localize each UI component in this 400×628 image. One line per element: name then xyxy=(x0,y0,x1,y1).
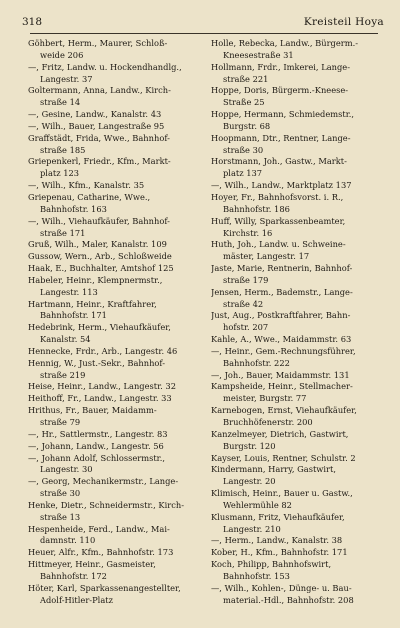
directory-entry-line: mäster, Langestr. 17 xyxy=(223,251,310,262)
directory-entry-line: Kayser, Louis, Rentner, Schulstr. 2 xyxy=(211,452,356,463)
directory-entry-line: —, Wilh., Kohlen-, Dünge- u. Bau- xyxy=(211,582,352,593)
directory-entry-line: Hrithus, Fr., Bauer, Maidamm- xyxy=(28,405,157,416)
directory-entry-line: Just, Aug., Postkraftfahrer, Bahn- xyxy=(211,310,351,321)
directory-entry-line: Höter, Karl, Sparkassenangestellter, xyxy=(28,582,181,593)
directory-entry-line: Langestr. 20 xyxy=(223,476,276,487)
directory-entry-line: Holle, Rebecka, Landw., Bürgerm.- xyxy=(211,38,359,48)
directory-entry-line: Kober, H., Kfm., Bahnhofstr. 171 xyxy=(211,547,348,558)
directory-entry-line: weide 206 xyxy=(40,49,84,60)
directory-entry-line: straße 179 xyxy=(223,274,269,285)
directory-entry-line: Klusmann, Fritz, Viehaufkäufer, xyxy=(211,511,345,522)
directory-entry-line: Gruß, Wilh., Maler, Kanalstr. 109 xyxy=(28,239,167,250)
directory-entry-line: Adolf-Hitler-Platz xyxy=(40,594,113,605)
right-column xyxy=(211,38,393,607)
header-rule xyxy=(30,33,378,34)
directory-entry-line: —, Johann, Landw., Langestr. 56 xyxy=(28,440,164,451)
directory-entry-line: Huth, Joh., Landw. u. Schweine- xyxy=(211,239,346,250)
directory-entry-line: straße 42 xyxy=(223,298,264,309)
directory-entry-line: —, Fritz, Landw. u. Hockendhandlg., xyxy=(28,61,182,72)
directory-entry-line: straße 185 xyxy=(40,144,86,155)
directory-entry-line: Graffstädt, Frida, Wwe., Bahnhof- xyxy=(28,132,170,143)
directory-entry-line: Kneesestraße 31 xyxy=(223,49,294,60)
directory-entry-line: straße 219 xyxy=(40,369,86,380)
directory-entry-line: Bahnhofstr. 153 xyxy=(223,570,290,581)
directory-entry-line: Bahnhofstr. 222 xyxy=(223,357,290,368)
directory-entry-line: Göhbert, Herm., Maurer, Schloß- xyxy=(28,38,168,48)
directory-entry-line: Karnebogen, Ernst, Viehaufkäufer, xyxy=(211,405,357,416)
page-header xyxy=(22,16,384,30)
directory-entry-line: Henke, Dietr., Schneidermstr., Kirch- xyxy=(28,499,185,510)
directory-entry-line: Hartmann, Heinr., Kraftfahrer, xyxy=(28,298,157,309)
directory-entry-line: Heithoff, Fr., Landw., Langestr. 33 xyxy=(28,393,172,404)
directory-entry-line: Gussow, Wern., Arb., Schloßweide xyxy=(28,251,172,262)
directory-entry-line: straße 14 xyxy=(40,97,81,108)
directory-entry-line: —, Wilh., Landw., Marktplatz 137 xyxy=(211,180,352,191)
directory-entry-line: —, Wilh., Bauer, Langestraße 95 xyxy=(28,120,165,131)
directory-entry-line: Kirchstr. 16 xyxy=(223,227,273,238)
directory-entry-line: Bahnhofstr. 163 xyxy=(40,203,107,214)
left-column xyxy=(28,38,210,607)
directory-entry-line: Kanalstr. 54 xyxy=(40,334,91,345)
directory-entry-line: platz 123 xyxy=(40,168,80,179)
directory-entry-line: Koch, Philipp, Bahnhofswirt, xyxy=(211,559,332,570)
directory-entry-line: Kanzelmeyer, Dietrich, Gastwirt, xyxy=(211,428,349,439)
directory-entry-line: —, Johann Adolf, Schlossermstr., xyxy=(28,452,166,463)
directory-entry-line: Hoyer, Fr., Bahnhofsvorst. i. R., xyxy=(211,191,344,202)
directory-entry-line: —, Gesine, Landw., Kanalstr. 43 xyxy=(28,109,162,120)
directory-entry-line: —, Hr., Sattlermstr., Langestr. 83 xyxy=(28,428,168,439)
directory-entry-line: Langestr. 30 xyxy=(40,464,93,475)
directory-entry-line: straße 79 xyxy=(40,417,81,427)
directory-entry-line: —, Wilh., Kfm., Kanalstr. 35 xyxy=(28,180,145,191)
directory-entry-line: —, Joh., Bauer, Maidammstr. 131 xyxy=(211,369,350,380)
directory-entry-line: meister, Burgstr. 77 xyxy=(223,393,307,404)
directory-entry-line: Wehlermühle 82 xyxy=(223,499,292,510)
directory-entry-line: material.-Hdl., Bahnhofstr. 208 xyxy=(223,594,354,605)
directory-entry-line: —, Heinr., Gem.-Rechnungsführer, xyxy=(211,345,356,356)
directory-entry-line: Hoppe, Doris, Bürgerm.-Kneese- xyxy=(211,85,349,96)
directory-entry-line: hofstr. 207 xyxy=(223,322,269,333)
directory-entry-line: Hoppe, Hermann, Schmiedemstr., xyxy=(211,109,355,120)
directory-entry-line: Jensen, Herm., Bademstr., Lange- xyxy=(211,286,353,297)
directory-entry-line: straße 30 xyxy=(223,144,264,155)
directory-entry-line: Hennig, W., Just.-Sekr., Bahnhof- xyxy=(28,357,165,368)
directory-entry-line: Kindermann, Harry, Gastwirt, xyxy=(211,464,336,475)
directory-entry-line: straße 13 xyxy=(40,511,81,522)
directory-entry-line: Haak, E., Buchhalter, Amtshof 125 xyxy=(28,263,174,274)
directory-entry-line: Bahnhofstr. 172 xyxy=(40,570,107,581)
running-title: Kreisteil Hoya xyxy=(303,16,384,28)
directory-entry-line: Hoopmann, Dtr., Rentner, Lange- xyxy=(211,132,351,143)
directory-entry-line: platz 137 xyxy=(223,168,263,179)
directory-entry-line: Hollmann, Frdr., Imkerei, Lange- xyxy=(211,61,351,72)
directory-entry-line: Burgstr. 120 xyxy=(223,440,276,451)
directory-entry-line: Burgstr. 68 xyxy=(223,120,271,131)
directory-entry-line: Bruchhöfenerstr. 200 xyxy=(223,417,313,427)
directory-entry-line: Bahnhofstr. 186 xyxy=(223,203,290,214)
directory-entry-line: Hennecke, Frdr., Arb., Langestr. 46 xyxy=(28,345,178,356)
page-number: 318 xyxy=(22,16,43,28)
directory-entry-line: Habeler, Heinr., Klempnermstr., xyxy=(28,274,163,285)
directory-entry-line: Straße 25 xyxy=(223,97,265,108)
directory-entry-line: —, Herm., Landw., Kanalstr. 38 xyxy=(211,535,343,546)
directory-entry-line: Hespenheide, Ferd., Landw., Mai- xyxy=(28,523,170,534)
directory-entry-line: Hedebrink, Herm., Viehaufkäufer, xyxy=(28,322,171,333)
directory-entry-line: Klimisch, Heinr., Bauer u. Gastw., xyxy=(211,488,353,499)
directory-entry-line: Kampsheide, Heinr., Stellmacher- xyxy=(211,381,353,392)
directory-entry-line: Jaste, Marie, Rentnerin, Bahnhof- xyxy=(211,263,353,274)
directory-entry-line: Hittmeyer, Heinr., Gasmeister, xyxy=(28,559,156,570)
directory-entry-line: Bahnhofstr. 171 xyxy=(40,310,107,321)
directory-entry-line: Langestr. 210 xyxy=(223,523,281,534)
directory-entry-line: Heuer, Alfr., Kfm., Bahnhofstr. 173 xyxy=(28,547,174,558)
directory-entry-line: Langestr. 37 xyxy=(40,73,93,84)
directory-entry-line: —, Georg, Mechanikermstr., Lange- xyxy=(28,476,179,487)
directory-entry-line: Horstmann, Joh., Gastw., Markt- xyxy=(211,156,347,167)
directory-entry-line: Goltermann, Anna, Landw., Kirch- xyxy=(28,85,171,96)
directory-entry-line: straße 171 xyxy=(40,227,86,238)
directory-entry-line: straße 30 xyxy=(40,488,81,499)
directory-entry-line: straße 221 xyxy=(223,73,269,84)
directory-entry-line: Huff, Willy, Sparkassenbeamter, xyxy=(211,215,346,226)
directory-entry-line: damnstr. 110 xyxy=(40,535,96,546)
directory-entry-line: Heise, Heinr., Landw., Langestr. 32 xyxy=(28,381,176,392)
directory-entry-line: Langestr. 113 xyxy=(40,286,98,297)
directory-entry-line: Griepenau, Catharine, Wwe., xyxy=(28,191,151,202)
directory-entry-line: Griepenkerl, Friedr., Kfm., Markt- xyxy=(28,156,171,167)
directory-entry-line: Kahle, A., Wwe., Maidammstr. 63 xyxy=(211,334,352,345)
directory-entry-line: —, Wilh., Viehaufkäufer, Bahnhof- xyxy=(28,215,170,226)
